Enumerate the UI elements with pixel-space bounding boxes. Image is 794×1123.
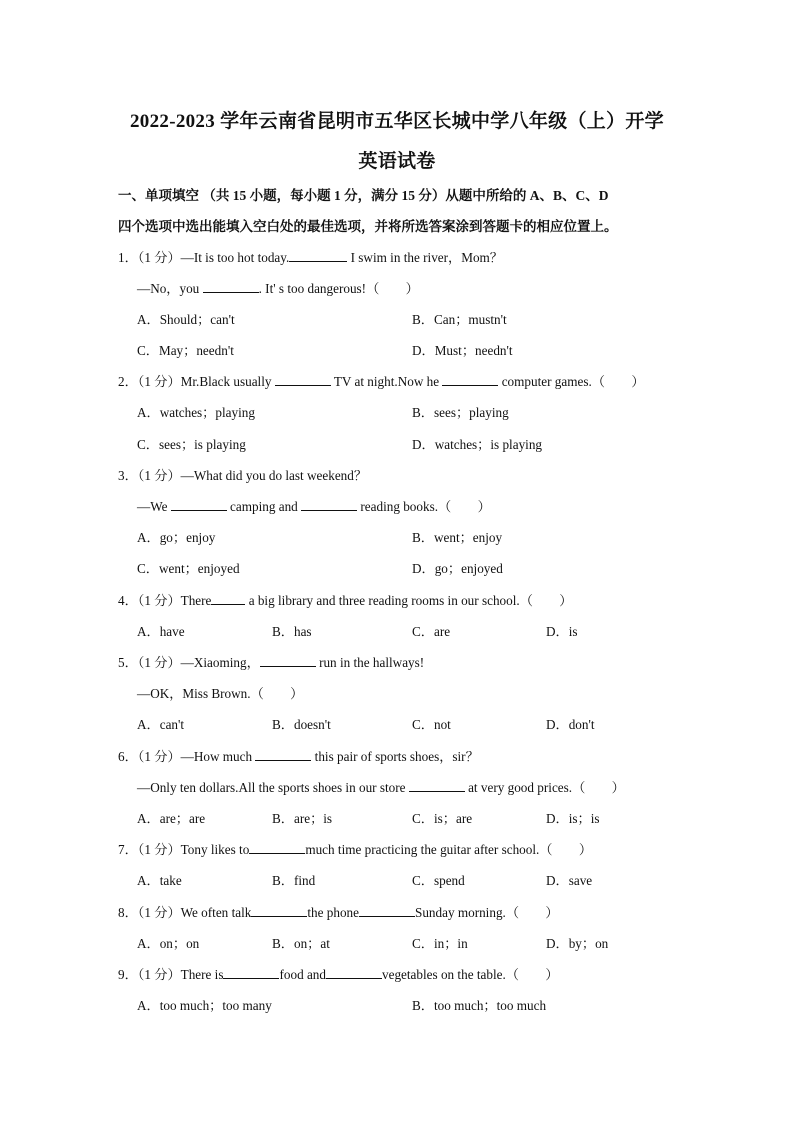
question-4-line-1 [118,592,572,610]
question-text: 7．（1 分）Tony likes to [118,842,250,857]
question-text: 8．（1 分）We often talk [118,905,252,920]
option-c: C．are [412,624,451,639]
question-5-line-1 [118,654,424,672]
answer-blank [409,779,465,792]
option-c: C．in；in [412,936,468,951]
section-instructions-line-1: 一、单项填空 （共 15 小题，每小题 1 分，满分 15 分）从题中所给的 A、B、C、D [118,188,609,203]
section-instructions [118,180,678,242]
option-b: B．too much；too much [412,998,547,1013]
question-text: food and [279,967,326,982]
option-a: A．take [137,873,182,888]
question-text: —We [137,499,171,514]
question-text: . It' s too dangerous!（ ） [258,281,419,296]
option-d: D．watches；is playing [412,437,543,452]
question-5-line-2: —OK，Miss Brown.（ ） [137,686,304,701]
option-d: D．by；on [546,936,609,951]
page-title-line-1: 2022-2023 学年云南省昆明市五华区长城中学八年级（上）开学 [130,111,664,132]
answer-blank [203,280,259,293]
question-text: 6．（1 分）—How much [118,749,256,764]
answer-blank [223,966,279,979]
question-text: 5．（1 分）—Xiaoming， [118,655,260,670]
question-text: 4．（1 分）There [118,593,212,608]
option-d: D．is；is [546,811,600,826]
question-text: computer games.（ ） [498,374,645,389]
option-a: A．too much；too many [137,998,272,1013]
option-d: D．go；enjoyed [412,561,503,576]
question-9-line-1 [118,966,559,984]
answer-blank [275,373,331,386]
question-text: TV at night.Now he [330,374,443,389]
option-b: B．has [272,624,312,639]
option-c: C．spend [412,873,465,888]
option-b: B．went；enjoy [412,530,503,545]
answer-blank [251,904,307,917]
option-c: C．sees；is playing [137,437,246,452]
question-text: camping and [226,499,302,514]
answer-blank [171,498,227,511]
question-3-line-2 [137,498,491,516]
question-text: vegetables on the table.（ ） [382,967,559,982]
question-text: this pair of sports shoes，sir？ [311,749,479,764]
question-2-line-1 [118,373,645,391]
option-d: D．Must；needn't [412,343,513,358]
question-text: at very good prices.（ ） [464,780,625,795]
page-title-line-2: 英语试卷 [358,151,436,172]
answer-blank [249,841,305,854]
option-b: B．are；is [272,811,333,826]
question-text: a big library and three reading rooms in our school.（ ） [245,593,573,608]
question-text: much time practicing the guitar after school.（ ） [305,842,593,857]
question-text: Sunday morning.（ ） [414,905,559,920]
option-c: C．went；enjoyed [137,561,240,576]
question-3-line-1: 3．（1 分）—What did you do last weekend？ [118,468,368,483]
option-d: D．is [546,624,578,639]
option-a: A．Should；can't [137,312,235,327]
option-d: D．save [546,873,593,888]
question-text: 2．（1 分）Mr.Black usually [118,374,275,389]
option-a: A．can't [137,717,185,732]
question-6-line-2 [137,779,625,797]
question-text: run in the hallways! [315,655,425,670]
question-6-line-1 [118,748,479,766]
question-1-line-1 [118,249,503,267]
option-a: A．have [137,624,185,639]
question-7-line-1 [118,841,592,859]
option-b: B．sees；playing [412,405,509,420]
question-text: I swim in the river，Mom？ [347,250,503,265]
question-text: —Only ten dollars.All the sports shoes in our store [137,780,409,795]
question-8-line-1 [118,904,559,922]
option-b: B．find [272,873,316,888]
option-a: A．watches；playing [137,405,255,420]
option-c: C．May；needn't [137,343,234,358]
option-b: B．on；at [272,936,330,951]
answer-blank [359,904,415,917]
answer-blank [326,966,382,979]
question-text: the phone [307,905,359,920]
option-d: D．don't [546,717,595,732]
option-a: A．are；are [137,811,206,826]
answer-blank [260,654,316,667]
answer-blank [442,373,498,386]
section-instructions-line-2: 四个选项中选出能填入空白处的最佳选项，并将所选答案涂到答题卡的相应位置上。 [118,219,618,234]
question-text: 1．（1 分）—It is too hot today. [118,250,290,265]
question-1-line-2 [137,280,419,298]
answer-blank [289,249,347,262]
answer-blank [301,498,357,511]
question-text: reading books.（ ） [357,499,491,514]
option-b: B．doesn't [272,717,331,732]
option-b: B．Can；mustn't [412,312,507,327]
option-c: C．not [412,717,451,732]
question-text: —No，you [137,281,203,296]
answer-blank [255,748,311,761]
option-a: A．on；on [137,936,200,951]
answer-blank [211,592,245,605]
option-a: A．go；enjoy [137,530,216,545]
option-c: C．is；are [412,811,473,826]
question-text: 9．（1 分）There is [118,967,224,982]
